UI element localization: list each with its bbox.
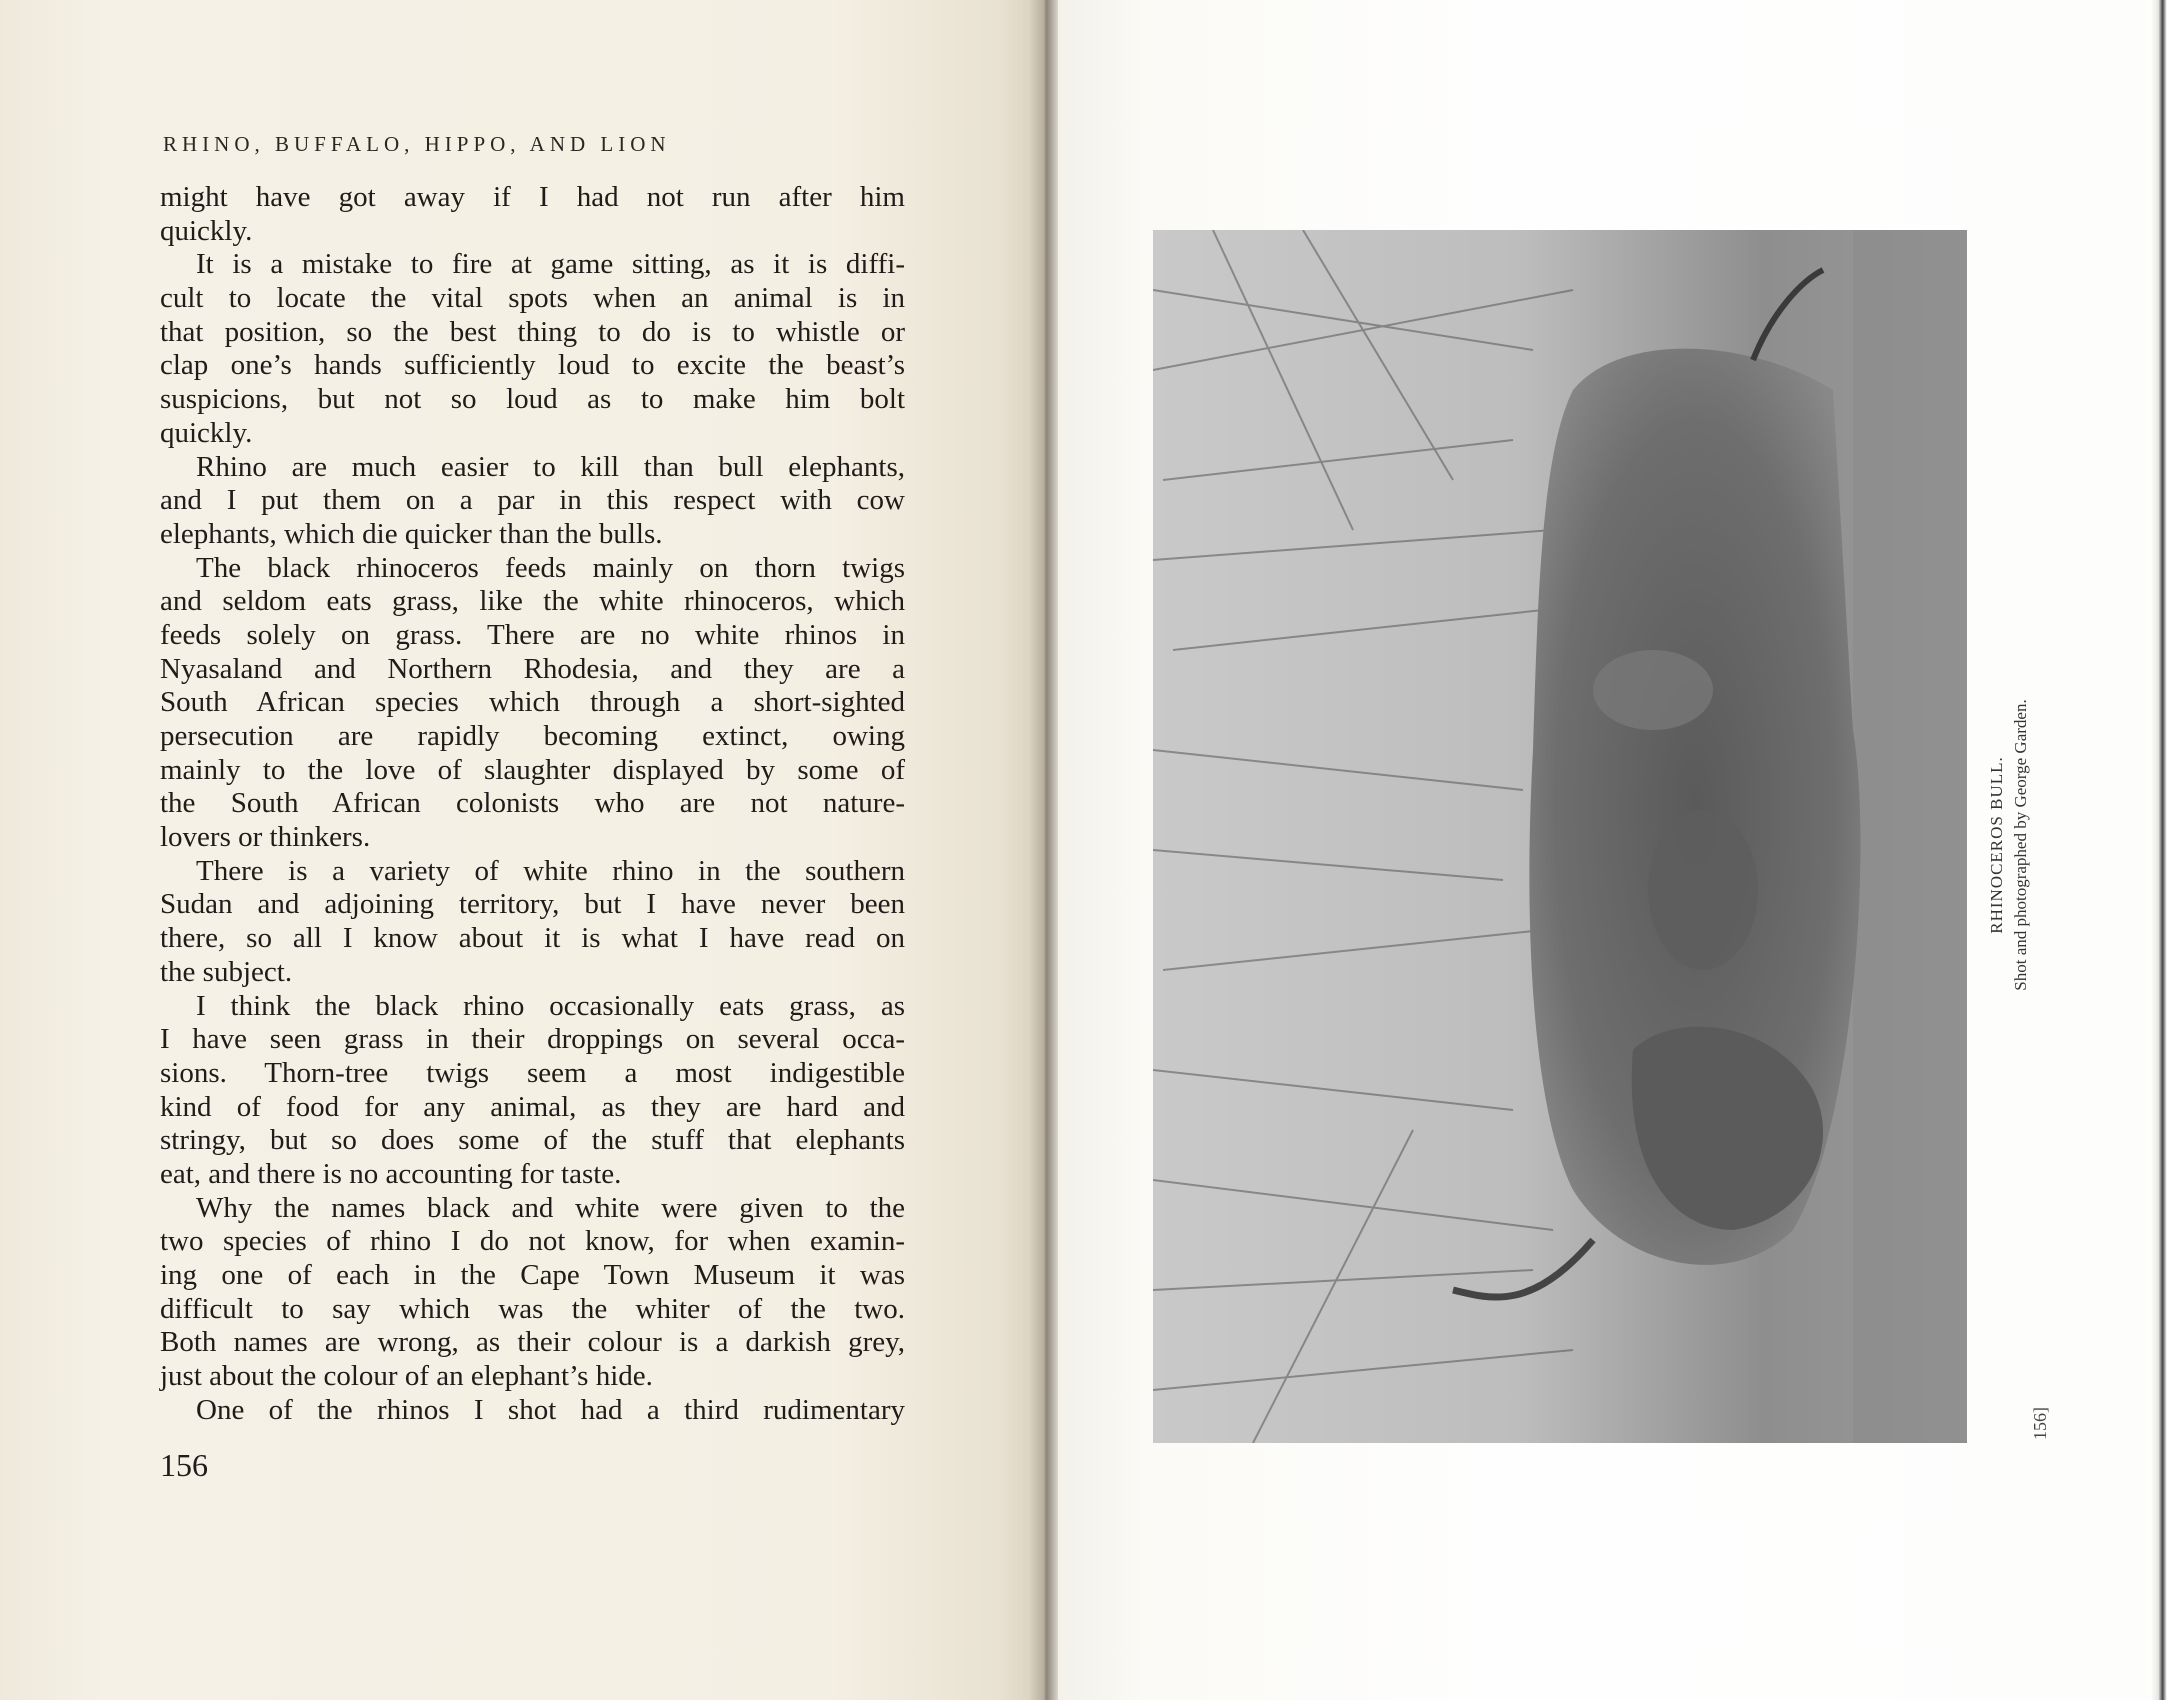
- plate-caption: [1985, 695, 2033, 995]
- text-line: there, so all I know about it is what I have read on: [160, 922, 905, 955]
- text-line: One of the rhinos I shot had a third rudimentary: [196, 1393, 905, 1426]
- text-line: eat, and there is no accounting for taste.: [160, 1157, 622, 1190]
- caption-title: RHINOCEROS BULL.: [1987, 756, 2006, 934]
- plate-page-number: 156]: [2030, 1407, 2050, 1440]
- text-line: difficult to say which was the whiter of the two.: [160, 1292, 905, 1325]
- text-line: I have seen grass in their droppings on several occa-: [160, 1023, 905, 1056]
- text-line: sions. Thorn-tree twigs seem a most indigestible: [160, 1056, 905, 1089]
- text-line: I think the black rhino occasionally eats grass, as: [196, 989, 905, 1022]
- text-line: mainly to the love of slaughter displayed by some of: [160, 753, 905, 786]
- text-line: cult to locate the vital spots when an animal is in: [160, 282, 905, 315]
- text-line: two species of rhino I do not know, for when examin-: [160, 1225, 905, 1258]
- text-line: kind of food for any animal, as they are hard and: [160, 1090, 905, 1123]
- text-line: suspicions, but not so loud as to make him bolt: [160, 383, 905, 416]
- rhinoceros-photograph: [1153, 230, 1967, 1443]
- text-line: quickly.: [160, 416, 253, 449]
- text-line: feeds solely on grass. There are no white rhinos in: [160, 618, 905, 651]
- text-line: ing one of each in the Cape Town Museum it was: [160, 1259, 905, 1291]
- text-line: the South African colonists who are not nature-: [160, 787, 905, 820]
- page-number: 156: [160, 1447, 208, 1483]
- text-line: stringy, but so does some of the stuff that elephants: [160, 1124, 905, 1157]
- page-edge: [2150, 0, 2171, 1700]
- text-line: South African species which through a short-sighted: [160, 686, 905, 719]
- text-line: elephants, which die quicker than the bulls.: [160, 517, 663, 550]
- text-line: persecution are rapidly becoming extinct, owing: [160, 720, 905, 752]
- text-line: Nyasaland and Northern Rhodesia, and they are a: [160, 652, 905, 685]
- text-line: quickly.: [160, 214, 253, 247]
- text-line: lovers or thinkers.: [160, 821, 371, 854]
- text-line: clap one’s hands sufficiently loud to excite the beast’s: [160, 349, 905, 382]
- text-line: Why the names black and white were given to the: [196, 1191, 905, 1224]
- text-line: Rhino are much easier to kill than bull elephants,: [196, 450, 905, 483]
- text-line: Both names are wrong, as their colour is a darkish grey,: [160, 1326, 905, 1359]
- text-line: that position, so the best thing to do is to whistle or: [160, 315, 905, 348]
- text-line: and I put them on a par in this respect with cow: [160, 484, 905, 517]
- text-line: The black rhinoceros feeds mainly on thorn twigs: [196, 551, 905, 584]
- left-page: [0, 0, 1040, 1700]
- text-line: Sudan and adjoining territory, but I have never been: [160, 888, 905, 921]
- body-text: [160, 181, 905, 1427]
- text-line: just about the colour of an elephant’s hide.: [160, 1360, 653, 1393]
- text-line: It is a mistake to fire at game sitting, as it is diffi-: [196, 248, 905, 281]
- book-gutter: [1030, 0, 1060, 1700]
- text-line: the subject.: [160, 955, 293, 988]
- caption-credit: Shot and photographed by George Garden.: [2011, 699, 2030, 991]
- text-line: There is a variety of white rhino in the southern: [196, 854, 905, 887]
- text-line: and seldom eats grass, like the white rhinoceros, which: [160, 585, 905, 618]
- text-line: might have got away if I had not run after him: [160, 181, 905, 213]
- running-head: RHINO, BUFFALO, HIPPO, AND LION: [163, 132, 671, 156]
